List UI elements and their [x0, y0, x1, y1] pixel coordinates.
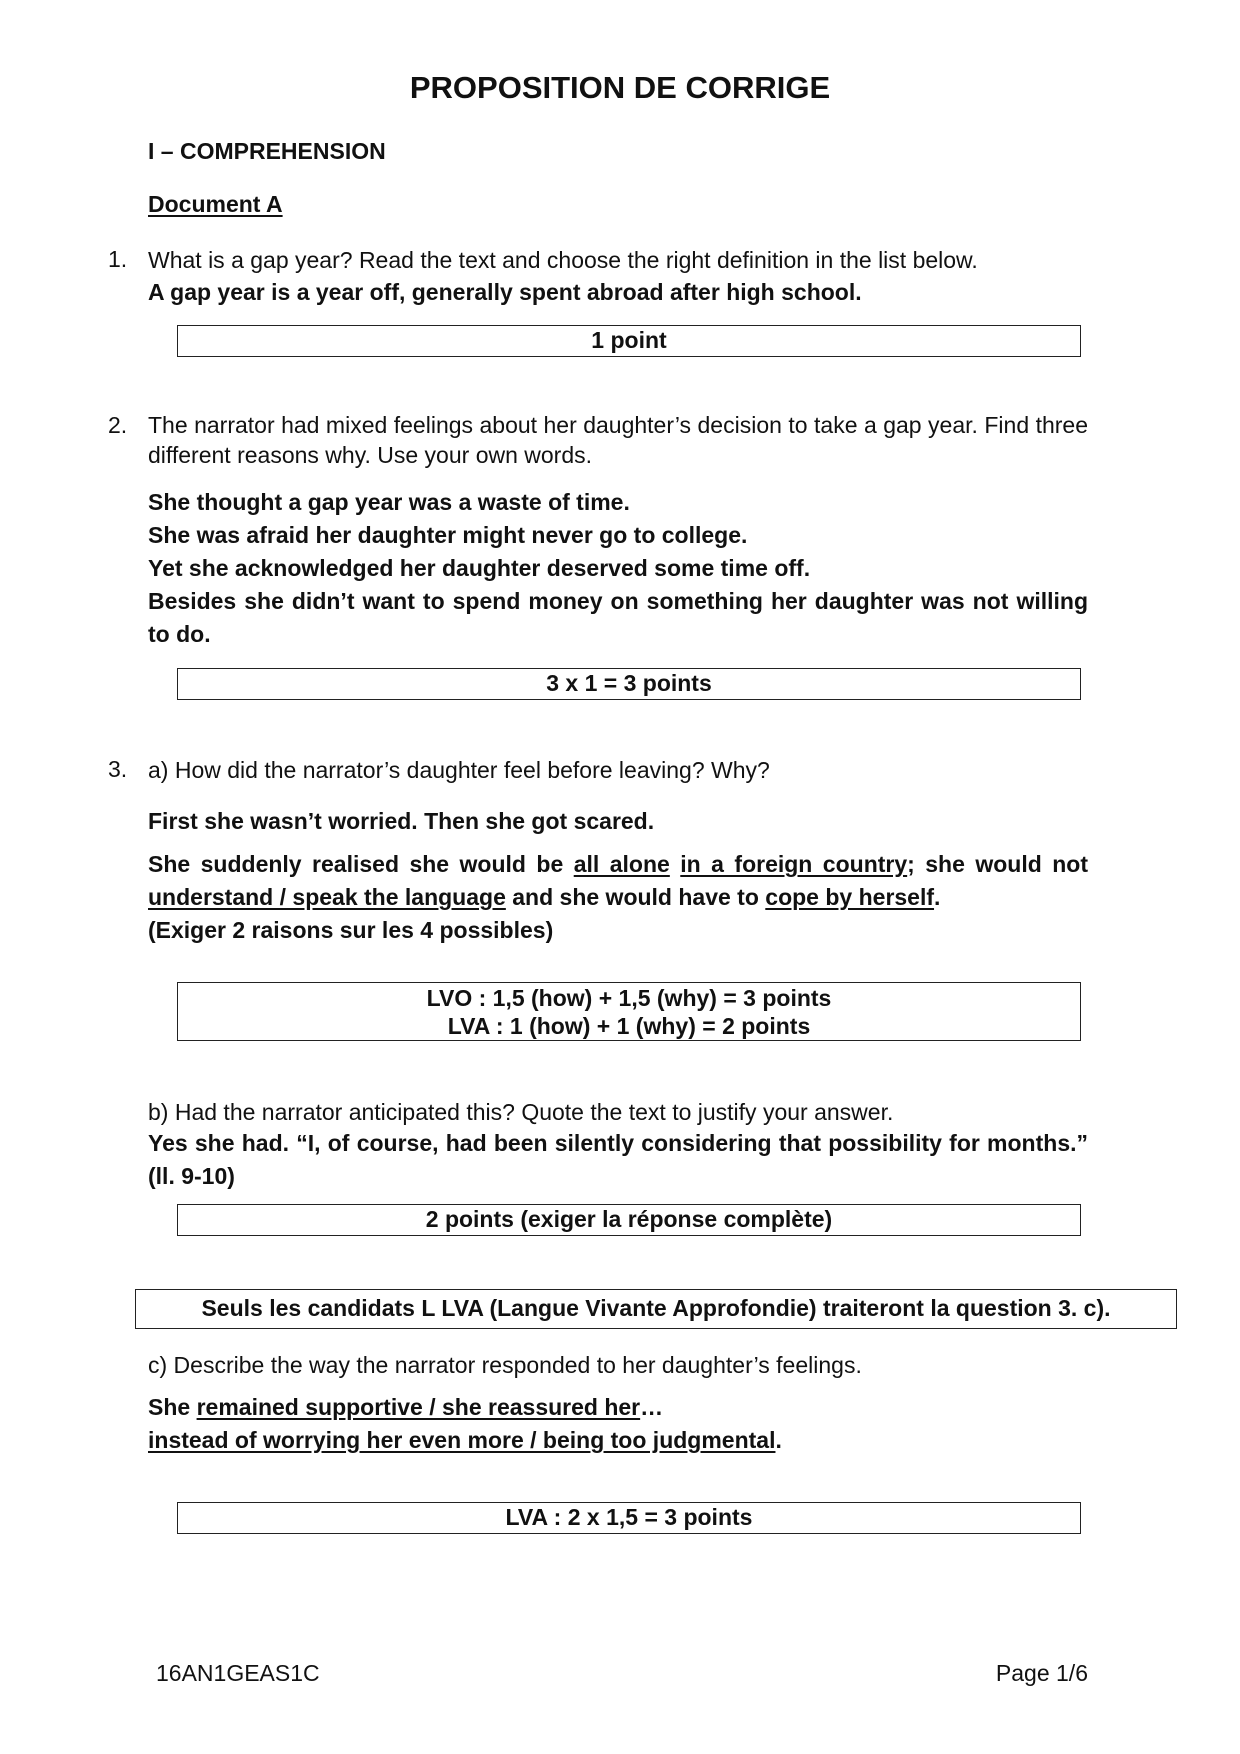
answer-text: She [148, 1394, 197, 1420]
footer-page-number: Page 1/6 [995, 1660, 1088, 1686]
answer-text: . [934, 884, 941, 910]
lva-notice: Seuls les candidats L LVA (Langue Vivante Approfondie) traiteront la question 3. c). [201, 1295, 1111, 1321]
question-2-answer-3: Yet she acknowledged her daughter deserved some time off. [148, 555, 811, 581]
question-2-text: The narrator had mixed feelings about her daughter’s decision to take a gap year. Find three different reasons why. Use your own words. [148, 412, 1088, 468]
question-1-points: 1 point [591, 327, 667, 353]
lva-notice-box [135, 1289, 1177, 1329]
answer-underlined: cope by herself [765, 884, 935, 910]
question-3b-points: 2 points (exiger la réponse complète) [425, 1206, 833, 1232]
question-2-points-box [177, 668, 1081, 700]
section-heading: I – COMPREHENSION [148, 138, 386, 164]
question-3a-note: (Exiger 2 raisons sur les 4 possibles) [148, 917, 554, 943]
question-3a-text: a) How did the narrator’s daughter feel before leaving? Why? [148, 757, 770, 783]
question-3b-text: b) Had the narrator anticipated this? Quote the text to justify your answer. [148, 1099, 894, 1125]
question-3a-answer-1: First she wasn’t worried. Then she got scared. [148, 808, 655, 834]
answer-text: … [640, 1394, 664, 1420]
question-3a-answer-2 [148, 848, 1088, 914]
question-3c-text: c) Describe the way the narrator responded to her daughter’s feelings. [148, 1352, 862, 1378]
footer-code: 16AN1GEAS1C [156, 1660, 320, 1686]
question-3b-answer: Yes she had. “I, of course, had been silently considering that possibility for months.” (ll. 9-10) [148, 1130, 1088, 1189]
answer-underlined: instead of worrying her even more / being too judgmental [148, 1427, 776, 1453]
question-3c-answer [148, 1391, 1088, 1457]
answer-underlined: remained supportive / she reassured her [196, 1394, 641, 1420]
question-3a-points-lva: LVA : 1 (how) + 1 (why) = 2 points [447, 1013, 811, 1039]
answer-text: . [775, 1427, 782, 1453]
question-2-answers [148, 486, 1088, 651]
question-2-points: 3 x 1 = 3 points [546, 670, 712, 696]
question-3a-points-lvo: LVO : 1,5 (how) + 1,5 (why) = 3 points [426, 985, 832, 1011]
question-2-answer-2: She was afraid her daughter might never go to college. [148, 522, 748, 548]
answer-underlined: understand / speak the language [148, 884, 506, 910]
answer-text: She suddenly realised she would be [148, 851, 574, 877]
question-2-number: 2. [108, 412, 128, 438]
answer-underlined: in a foreign country [680, 851, 908, 877]
question-2-answer-4: Besides she didn’t want to spend money on something her daughter was not willing to do. [148, 588, 1088, 647]
question-1-text: What is a gap year? Read the text and choose the right definition in the list below. [148, 247, 978, 273]
question-3b-points-box [177, 1204, 1081, 1236]
document-label: Document A [148, 191, 283, 217]
answer-text: ; she would not [907, 851, 1088, 877]
question-2-answer-1: She thought a gap year was a waste of time. [148, 489, 630, 515]
question-1-points-box [177, 325, 1081, 357]
question-1-number: 1. [108, 246, 128, 272]
question-3c-points: LVA : 2 x 1,5 = 3 points [505, 1504, 753, 1530]
page-title: PROPOSITION DE CORRIGE [409, 70, 831, 105]
answer-text: and she would have to [505, 884, 766, 910]
question-1-answer: A gap year is a year off, generally spent abroad after high school. [148, 279, 862, 305]
question-3a-points-box [177, 982, 1081, 1041]
question-3c-points-box [177, 1502, 1081, 1534]
answer-underlined: all alone [573, 851, 670, 877]
question-3-number: 3. [108, 756, 128, 782]
answer-text [670, 851, 680, 877]
